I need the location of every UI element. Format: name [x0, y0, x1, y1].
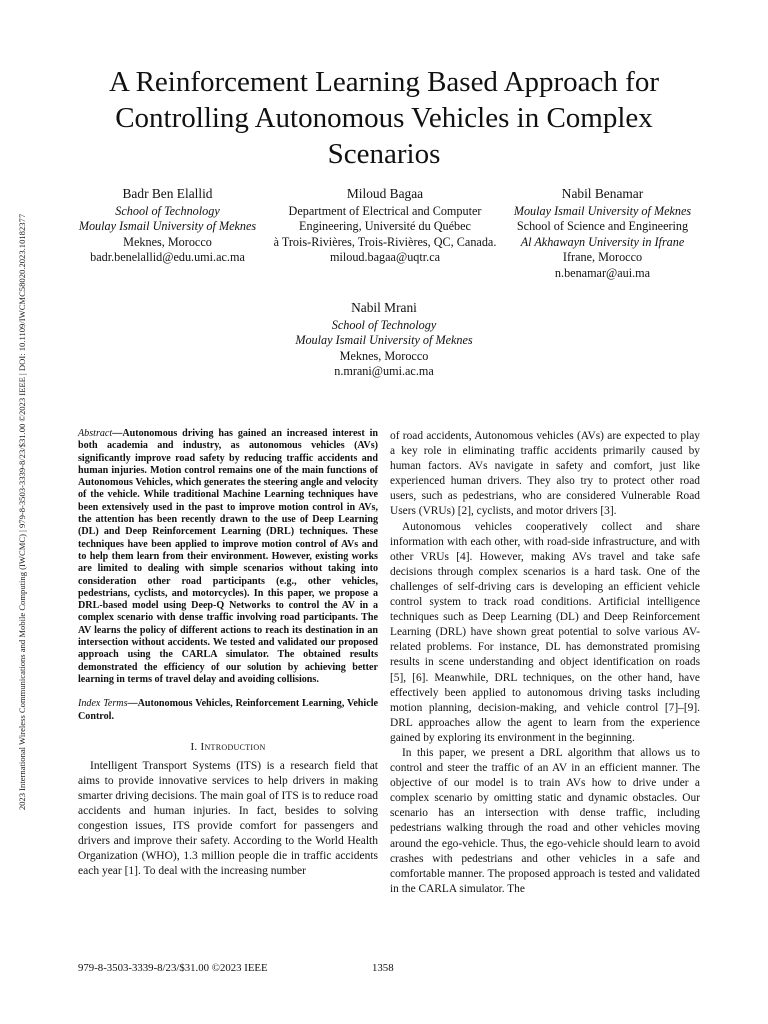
paper-title: A Reinforcement Learning Based Approach for Controlling Autonomous Vehicles in Complex Scenarios: [108, 66, 659, 170]
author-email: n.benamar@aui.ma: [554, 265, 651, 280]
body-paragraph: Intelligent Transport Systems (ITS) is a research field that aims to provide innovative services to help drivers in making smarter driving decisions. The main goal of ITS is to reduce road accidents and human injuries. In fact, besides to solving congestion issues, ITS provide comfort for passengers and drivers and improve their safety. According to the World Health Organization (WHO), 1.3 million people die in traffic accidents each year [1]. To deal with the increasing number: [78, 759, 378, 878]
footer-copyright: 979-8-3503-3339-8/23/$31.00 ©2023 IEEE: [78, 962, 268, 974]
author-name: Nabil Benamar: [561, 186, 644, 201]
author-location: à Trois-Rivières, Trois-Rivières, QC, Canada.: [273, 234, 497, 249]
left-column: [78, 428, 378, 880]
author-name: Nabil Mrani: [351, 300, 417, 315]
author-name: Badr Ben Elallid: [122, 186, 213, 201]
index-terms-label: Index Terms: [78, 698, 128, 710]
author-3: [495, 186, 710, 281]
index-terms: [78, 698, 378, 723]
author-affiliation: Engineering, Université du Québec: [299, 219, 471, 234]
body-paragraph: In this paper, we present a DRL algorithm that allows us to control and steer the traffic of an AV in an efficient manner. The objective of our model is to train AVs how to drive under a complex scenario by omitting static and dynamic obstacles. Our scenario has an intersection with dense traffic, including pedestrians walking through the road and other vehicles moving around the ego-vehicle. Thus, the ego-vehicle should learn to avoid crashes with pedestrians and other vehicles in a safe and comfortable manner. The proposed approach is tested and validated in the CARLA simulator. The: [390, 746, 700, 895]
author-affiliation: Moulay Ismail University of Meknes: [513, 204, 692, 218]
author-affiliation: School of Technology: [115, 204, 220, 218]
body-paragraph: of road accidents, Autonomous vehicles (AVs) are expected to play a key role in eliminating traffic accidents primarily caused by human factors. AVs navigate in safety and comfort, just like experienced human drivers. They also try to protect other road users, such as pedestrians, who are considered Vulnerable Road Users (VRUs) [2], cyclists, and motor drivers [3].: [390, 430, 700, 518]
author-email: miloud.bagaa@uqtr.ca: [329, 250, 441, 265]
author-2: [260, 186, 510, 266]
right-column: [390, 429, 700, 897]
index-terms-text: —Autonomous Vehicles, Reinforcement Learning, Vehicle Control.: [78, 698, 378, 722]
author-location: Meknes, Morocco: [123, 234, 212, 249]
author-affiliation: School of Science and Engineering: [516, 219, 689, 234]
body-paragraph: Autonomous vehicles cooperatively collect and share information with each other, with road-side infrastructure, and with other VRUs [4]. However, making AVs travel and take safe decisions through complex scenarios is a hard task. One of the challenges of self-driving cars is developing an efficient vehicle control system to track road conditions. Artificial intelligence techniques such as Deep Learning (DL) and Deep Reinforcement Learning (DRL) have shown great potential to solve various AV-related problems. For instance, DL has demonstrated promising results in scene understanding and object identification on roads [5], [6]. Meanwhile, DRL techniques, on the other hand, have effectively been applied to autonomous driving tasks including motion planning, decision-making, and vehicle control [7]–[9]. DRL approaches allow the agent to learn from the experience gained by exploring its environment in the beginning.: [390, 520, 700, 744]
author-name: Miloud Bagaa: [346, 186, 424, 201]
author-affiliation: Moulay Ismail University of Meknes: [295, 333, 473, 348]
author-email: badr.benelallid@edu.umi.ac.ma: [90, 250, 245, 265]
author-block: [60, 186, 710, 286]
author-location: Ifrane, Morocco: [562, 250, 643, 265]
author-1: [60, 186, 275, 266]
doi-sidebar-text: 2023 International Wireless Communications and Mobile Computing (IWCMC) | 979-8-3503-3339-8/23/$31.00 ©2023 IEEE | DOI: 10.1109/IWCMC58020.2023.10182377: [17, 213, 27, 811]
abstract: [78, 428, 378, 686]
author-email: n.mrani@umi.ac.ma: [334, 364, 434, 379]
doi-sidebar: [13, 152, 31, 872]
author-affiliation: Department of Electrical and Computer: [288, 204, 482, 218]
abstract-label: Abstract: [78, 428, 113, 439]
author-4: [234, 300, 534, 380]
section-heading: [78, 741, 378, 753]
section-number: I.: [190, 740, 198, 753]
author-affiliation: Moulay Ismail University of Meknes: [78, 219, 257, 234]
page-number: 1358: [372, 962, 394, 974]
author-affiliation: Al Akhawayn University in Ifrane: [520, 234, 685, 249]
abstract-text: —Autonomous driving has gained an increased interest in both academia and industry, as autonomous vehicles (AVs) significantly improve road safety by reducing traffic accidents and human injuries. Motion control remains one of the main functions of Autonomous Vehicles, which generates the steering angle and velocity of the vehicle. While traditional Machine Learning techniques have been extensively used in the past to improve motion control in AVs, the attention has been recently drawn to the use of Deep Learning (DL) and Deep Reinforcement Learning (DRL) techniques. These techniques have been applied to improve motion control of AVs and to help them learn from their environment. However, existing works are limited to dealing with simple scenarios without taking into consideration other road participants (e.g., other vehicles, pedestrians, cyclists, and motorcycles). In this paper, we propose a DRL-based model using Deep-Q Networks to control the AV in a complex scenario with dense traffic involving road participants. The AV learns the policy of different actions to reach its destination in an intersection without accidents. We tested and validated our proposed approach using the CARLA simulator. The obtained results demonstrated the efficiency of our solution by achieving better learning in terms of travel delay and avoiding collisions.: [78, 428, 378, 685]
author-affiliation: School of Technology: [331, 318, 437, 332]
section-title: Introduction: [200, 740, 266, 753]
author-location: Meknes, Morocco: [339, 348, 429, 363]
